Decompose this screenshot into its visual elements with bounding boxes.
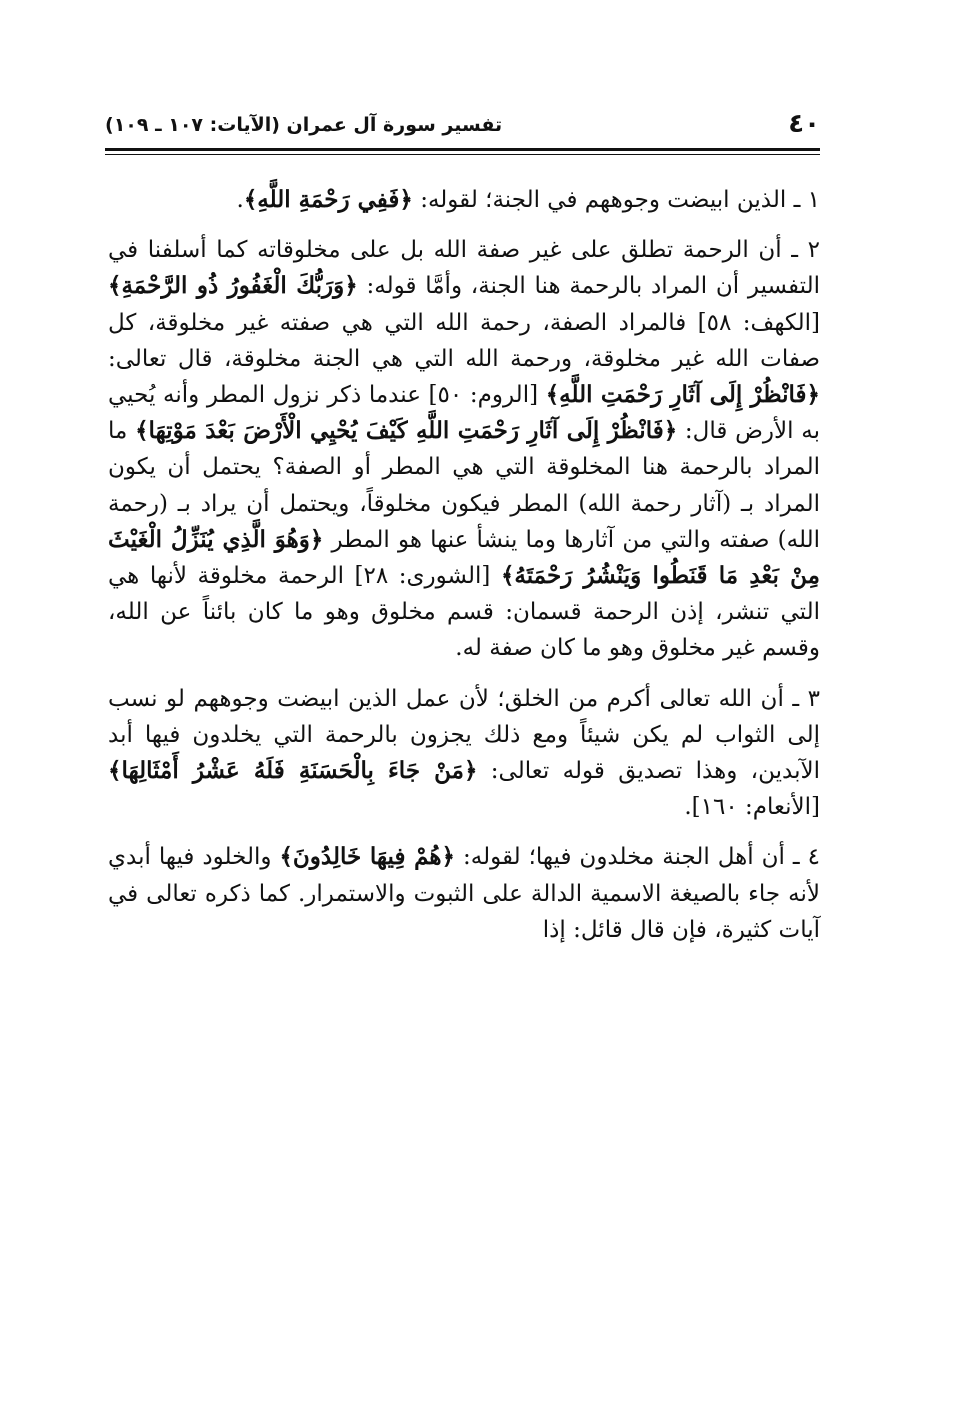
- paragraph-number: ١ ـ: [793, 187, 820, 213]
- header-rule-thin: [105, 154, 820, 155]
- text-segment: أن الرحمة تطلق على غير صفة الله بل على مخلوقاته كما أسلفنا في التفسير أن المراد بالرحمة هنا الجنة، وأمَّا قوله:: [108, 237, 821, 300]
- quran-verse: ﴿فَانْظُرْ إِلَى آثَارِ رَحْمَتِ اللَّهِ كَيْفَ يُحْيِي الْأَرْضَ بَعْدَ مَوْتِهَا﴾: [135, 417, 678, 445]
- text-segment: والخلود فيها أبدي لأنه جاء بالصيغة الاسمية الدالة على الثبوت والاستمرار. كما ذكره تعالى في آيات كثيرة، فإن قال قائل: إذا: [108, 844, 820, 943]
- quran-verse: ﴿وَهُوَ الَّذِي يُنَزِّلُ الْغَيْثَ مِنْ بَعْدِ مَا قَنَطُوا وَيَنْشُرُ رَحْمَتَهُ﴾: [108, 525, 820, 590]
- quran-verse: ﴿مَنْ جَاءَ بِالْحَسَنَةِ فَلَهُ عَشْرُ أَمْثَالِهَا﴾: [108, 757, 478, 785]
- quran-verse: ﴿فَانْظُرْ إِلَى آثَارِ رَحْمَتِ اللَّهِ﴾: [545, 381, 820, 409]
- page-header: [105, 108, 820, 144]
- paragraph-1: [108, 182, 820, 218]
- text-segment: [الكهف: ٥٨] فالمراد الصفة، رحمة الله التي هي صفته غير مخلوقة، كل صفات الله غير مخلوقة، ورحمة الله التي هي الجنة مخلوقة، قال تعالى:: [108, 309, 820, 372]
- header-rule-thick: [105, 148, 820, 151]
- paragraph-number: ٤ ـ: [792, 844, 820, 871]
- paragraph-number: ٢ ـ: [791, 237, 820, 264]
- text-segment: ما المراد بالرحمة هنا المخلوقة التي هي المطر أو الصفة؟ يحتمل أن يكون المراد بـ (آثار رحمة الله) المطر فيكون مخلوقاً، ويحتمل أن يراد بـ (رحمة الله) صفته والتي من آثارها وما ينشأ عنها هو المطر: [108, 418, 820, 553]
- paragraph-2: [108, 232, 820, 666]
- quran-verse: ﴿فَفِي رَحْمَةِ اللَّهِ﴾: [243, 186, 413, 213]
- page-number: ٤٠: [788, 109, 820, 139]
- paragraph-number: ٣ ـ: [792, 685, 820, 712]
- paragraph-3: [108, 681, 820, 826]
- text-segment: [الشورى: ٢٨] الرحمة مخلوقة لأنها هي التي تنشر، إذن الرحمة قسمان: قسم مخلوق وهو ما كان بائناً عن الله، وقسم غير مخلوق وهو ما كان صفة له.: [108, 563, 820, 662]
- text-segment: [الأنعام: ١٦٠].: [684, 794, 820, 821]
- text-segment: أن أهل الجنة مخلدون فيها؛ لقوله:: [455, 844, 793, 871]
- paragraph-4: [108, 839, 820, 948]
- quran-verse: ﴿هُمْ فِيهَا خَالِدُونَ﴾: [279, 843, 456, 871]
- text-segment: .: [236, 187, 244, 213]
- text-segment: أن الله تعالى أكرم من الخلق؛ لأن عمل الذين ابيضت وجوههم لو نسب إلى الثواب لم يكن شيئاً ومع ذلك يجزون بالرحمة التي يخلدون فيها أبد الآبدين، وهذا تصديق قوله تعالى:: [108, 685, 820, 785]
- running-title: تفسير سورة آل عمران (الآيات: ١٠٧ ـ ١٠٩): [105, 114, 503, 136]
- quran-verse: ﴿وَرَبُّكَ الْغَفُورُ ذُو الرَّحْمَةِ﴾: [108, 272, 358, 300]
- body-text: [108, 182, 820, 948]
- text-segment: [الروم: ٥٠] عندما ذكر نزول المطر وأنه يُحيي به الأرض قال:: [108, 382, 821, 445]
- text-segment: الذين ابيضت وجوههم في الجنة؛ لقوله:: [412, 187, 794, 213]
